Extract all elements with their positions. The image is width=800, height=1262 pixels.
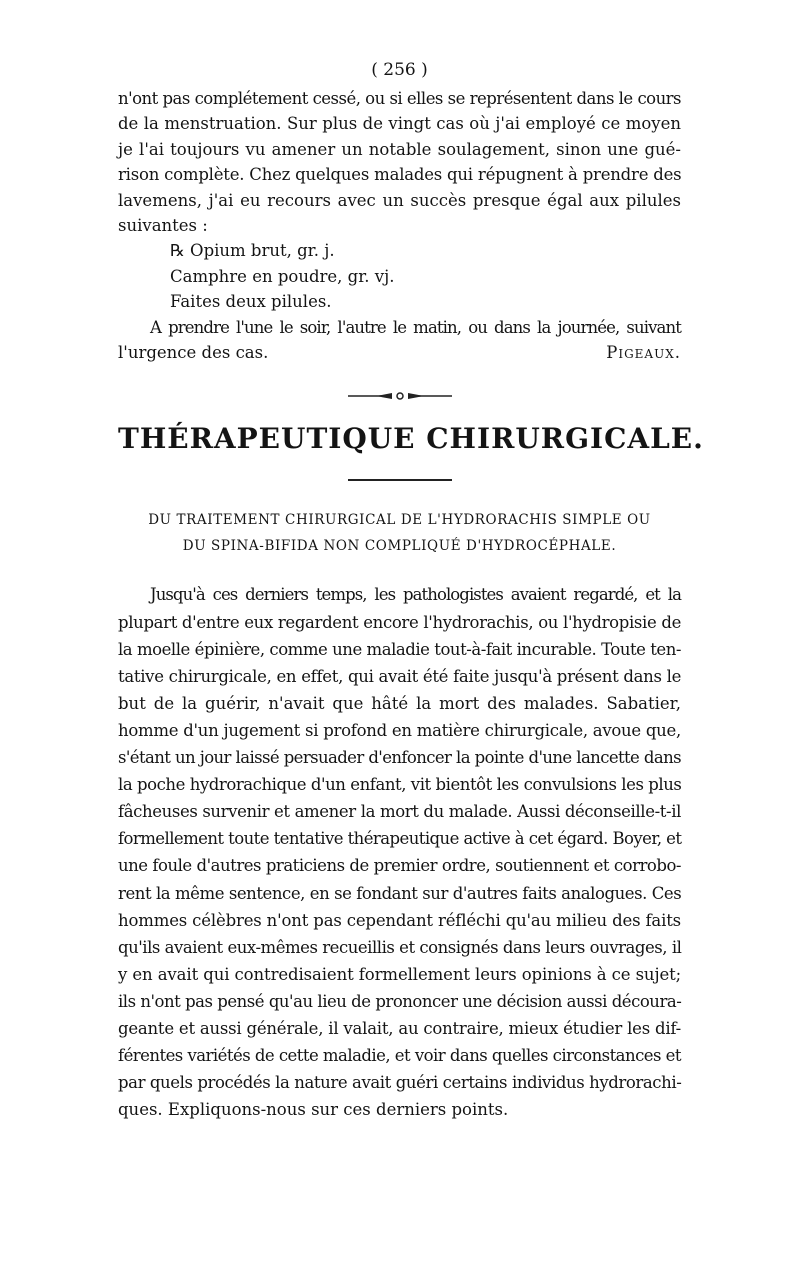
text-line: fâcheuses survenir et amener la mort du malade. Aussi déconseille-t-il: [118, 802, 681, 822]
text-line: rison complète. Chez quelques malades qui répugnent à prendre des: [118, 165, 682, 185]
text-line: homme d'un jugement si profond en matière chirurgicale, avoue que,: [118, 720, 681, 740]
book-page: [118, 58, 704, 1123]
text-line: [118, 340, 681, 365]
text-line: s'étant un jour laissé persuader d'enfoncer la pointe d'une lancette dans: [118, 748, 681, 768]
dosage-paragraph: [118, 315, 681, 366]
text-line: geante et aussi générale, il valait, au contraire, mieux étudier les dif-: [118, 1018, 682, 1038]
prescription-line: Faites deux pilules.: [170, 292, 332, 312]
article-title-line: DU SPINA-BIFIDA NON COMPLIQUÉ D'HYDROCÉPHALE.: [182, 538, 617, 555]
article-title-line: DU TRAITEMENT CHIRURGICAL DE L'HYDRORACHIS SIMPLE OU: [148, 512, 651, 529]
article-title: [90, 507, 709, 559]
text-line: ils n'ont pas pensé qu'au lieu de prononcer une décision aussi découra-: [118, 991, 682, 1011]
prescription-block: [170, 238, 681, 314]
page-number: ( 256 ): [371, 60, 428, 80]
text-line: la moelle épinière, comme une maladie tout-à-fait incurable. Toute ten-: [118, 639, 681, 659]
text-line: hommes célèbres n'ont pas cependant réfléchi qu'au milieu des faits: [118, 910, 681, 930]
prescription-line: ℞ Opium brut, gr. j.: [170, 241, 335, 261]
text-line: la poche hydrorachique d'un enfant, vit bientôt les convulsions les plus: [118, 775, 682, 795]
author-signature: Pigeaux.: [606, 343, 681, 363]
dosage-last-line: l'urgence des cas.: [118, 343, 269, 363]
section-heading: THÉRAPEUTIQUE CHIRURGICALE.: [118, 422, 704, 456]
article-body: [118, 581, 681, 1123]
text-line: de la menstruation. Sur plus de vingt cas où j'ai employé ce moyen: [118, 114, 681, 134]
text-line: je l'ai toujours vu amener un notable soulagement, sinon une gué-: [118, 139, 681, 159]
text-line: lavemens, j'ai eu recours avec un succès presque égal aux pilules: [118, 190, 681, 210]
text-line: formellement toute tentative thérapeutique active à cet égard. Boyer, et: [118, 829, 682, 849]
prescription-line: Camphre en poudre, gr. vj.: [170, 266, 395, 286]
text-line: férentes variétés de cette maladie, et voir dans quelles circonstances et: [118, 1046, 681, 1066]
ornament-icon: [348, 389, 452, 403]
text-line: y en avait qui contredisaient formellement leurs opinions à ce sujet;: [118, 964, 682, 984]
text-line: rent la même sentence, en se fondant sur d'autres faits analogues. Ces: [118, 883, 682, 903]
text-line: but de la guérir, n'avait que hâté la mort des malades. Sabatier,: [118, 693, 681, 713]
intro-paragraph: [118, 86, 681, 238]
text-line: par quels procédés la nature avait guéri certains individus hydrorachi-: [118, 1073, 682, 1093]
text-line: A prendre l'une le soir, l'autre le matin, ou dans la journée, suivant: [150, 317, 681, 337]
text-line: Jusqu'à ces derniers temps, les pathologistes avaient regardé, et la: [150, 585, 681, 605]
text-line: suivantes :: [118, 216, 208, 236]
heading-rule: [348, 479, 452, 481]
text-line: une foule d'autres praticiens de premier ordre, soutiennent et corrobo-: [118, 856, 681, 876]
text-line: plupart d'entre eux regardent encore l'hydrorachis, ou l'hydropisie de: [118, 612, 681, 632]
text-line: tative chirurgicale, en effet, qui avait été faite jusqu'à présent dans le: [118, 666, 682, 686]
text-line: ques. Expliquons-nous sur ces derniers points.: [118, 1100, 509, 1120]
ornament-divider: [118, 389, 681, 403]
text-line: qu'ils avaient eux-mêmes recueillis et consignés dans leurs ouvrages, il: [118, 937, 682, 957]
text-line: n'ont pas complétement cessé, ou si elles se représentent dans le cours: [118, 89, 681, 108]
